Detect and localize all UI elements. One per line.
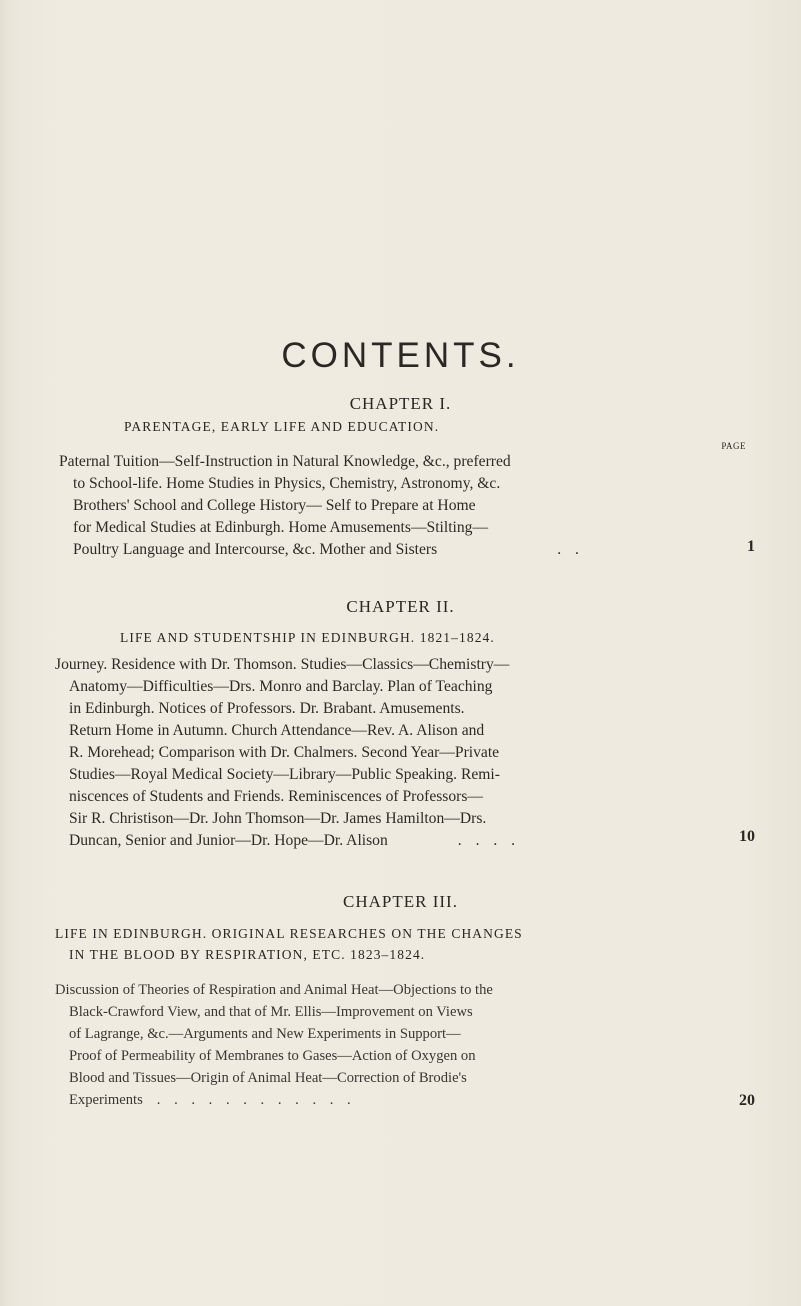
summary-line: of Lagrange, &c.—Arguments and New Experiments in Support— [69, 1026, 461, 1042]
chapter-3-page-number: 20 [739, 1092, 755, 1109]
summary-line: niscences of Students and Friends. Reminiscences of Professors— [69, 788, 484, 805]
summary-line: Paternal Tuition—Self-Instruction in Natural Knowledge, &c., preferred [59, 453, 511, 470]
chapter-1-subtitle: PARENTAGE, EARLY LIFE AND EDUCATION. [124, 419, 440, 434]
chapter-1-heading: CHAPTER I. [349, 394, 452, 413]
chapter-2-subtitle: LIFE AND STUDENTSHIP IN EDINBURGH. 1821–1824. [120, 630, 495, 645]
summary-line: to School-life. Home Studies in Physics, Chemistry, Astronomy, &c. [73, 475, 501, 492]
summary-line: Discussion of Theories of Respiration and Animal Heat—Objections to the [55, 982, 493, 998]
chapter-3-subtitle-line: LIFE IN EDINBURGH. ORIGINAL RESEARCHES ON THE CHANGES [55, 926, 523, 941]
leader-dots: . . . . [457, 832, 521, 849]
chapter-2-summary [55, 654, 751, 852]
summary-line-text: Duncan, Senior and Junior—Dr. Hope—Dr. Alison [69, 832, 388, 849]
page-column-label: PAGE [721, 441, 746, 451]
summary-line [55, 1089, 751, 1111]
summary-line: Black-Crawford View, and that of Mr. Ellis—Improvement on Views [69, 1004, 473, 1020]
summary-line: Proof of Permeability of Membranes to Gases—Action of Oxygen on [69, 1048, 476, 1064]
leader-dots: . . . . . . . . . . . . [156, 1092, 356, 1108]
summary-line-text: Poultry Language and Intercourse, &c. Mother and Sisters [73, 541, 438, 558]
chapter-3-summary [55, 979, 751, 1111]
summary-line: Blood and Tissues—Origin of Animal Heat—Correction of Brodie's [69, 1070, 467, 1086]
summary-line: Sir R. Christison—Dr. John Thomson—Dr. James Hamilton—Drs. [69, 810, 487, 827]
summary-line: R. Morehead; Comparison with Dr. Chalmers. Second Year—Private [69, 744, 500, 761]
summary-line: Journey. Residence with Dr. Thomson. Studies—Classics—Chemistry— [55, 656, 510, 673]
chapter-2-page-number: 10 [739, 828, 755, 845]
chapter-1-page-number: 1 [747, 538, 755, 555]
chapter-3-subtitle [55, 923, 523, 965]
chapter-2-heading: CHAPTER II. [346, 597, 455, 616]
summary-line [59, 539, 755, 561]
summary-line: Return Home in Autumn. Church Attendance—Rev. A. Alison and [69, 722, 485, 739]
summary-line: Brothers' School and College History— Self to Prepare at Home [73, 497, 476, 514]
summary-line: Studies—Royal Medical Society—Library—Public Speaking. Remi- [69, 766, 500, 783]
chapter-3-subtitle-line: IN THE BLOOD BY RESPIRATION, ETC. 1823–1824. [69, 947, 426, 962]
page-title: CONTENTS. [281, 336, 520, 375]
summary-line: in Edinburgh. Notices of Professors. Dr. Brabant. Amusements. [69, 700, 465, 717]
summary-line [55, 830, 751, 852]
summary-line: for Medical Studies at Edinburgh. Home Amusements—Stilting— [73, 519, 489, 536]
summary-line: Anatomy—Difficulties—Drs. Monro and Barclay. Plan of Teaching [69, 678, 493, 695]
summary-line-text: Experiments [69, 1092, 143, 1108]
chapter-1-summary [59, 451, 755, 561]
leader-dots: . . [557, 541, 584, 558]
chapter-3-heading: CHAPTER III. [343, 892, 458, 911]
